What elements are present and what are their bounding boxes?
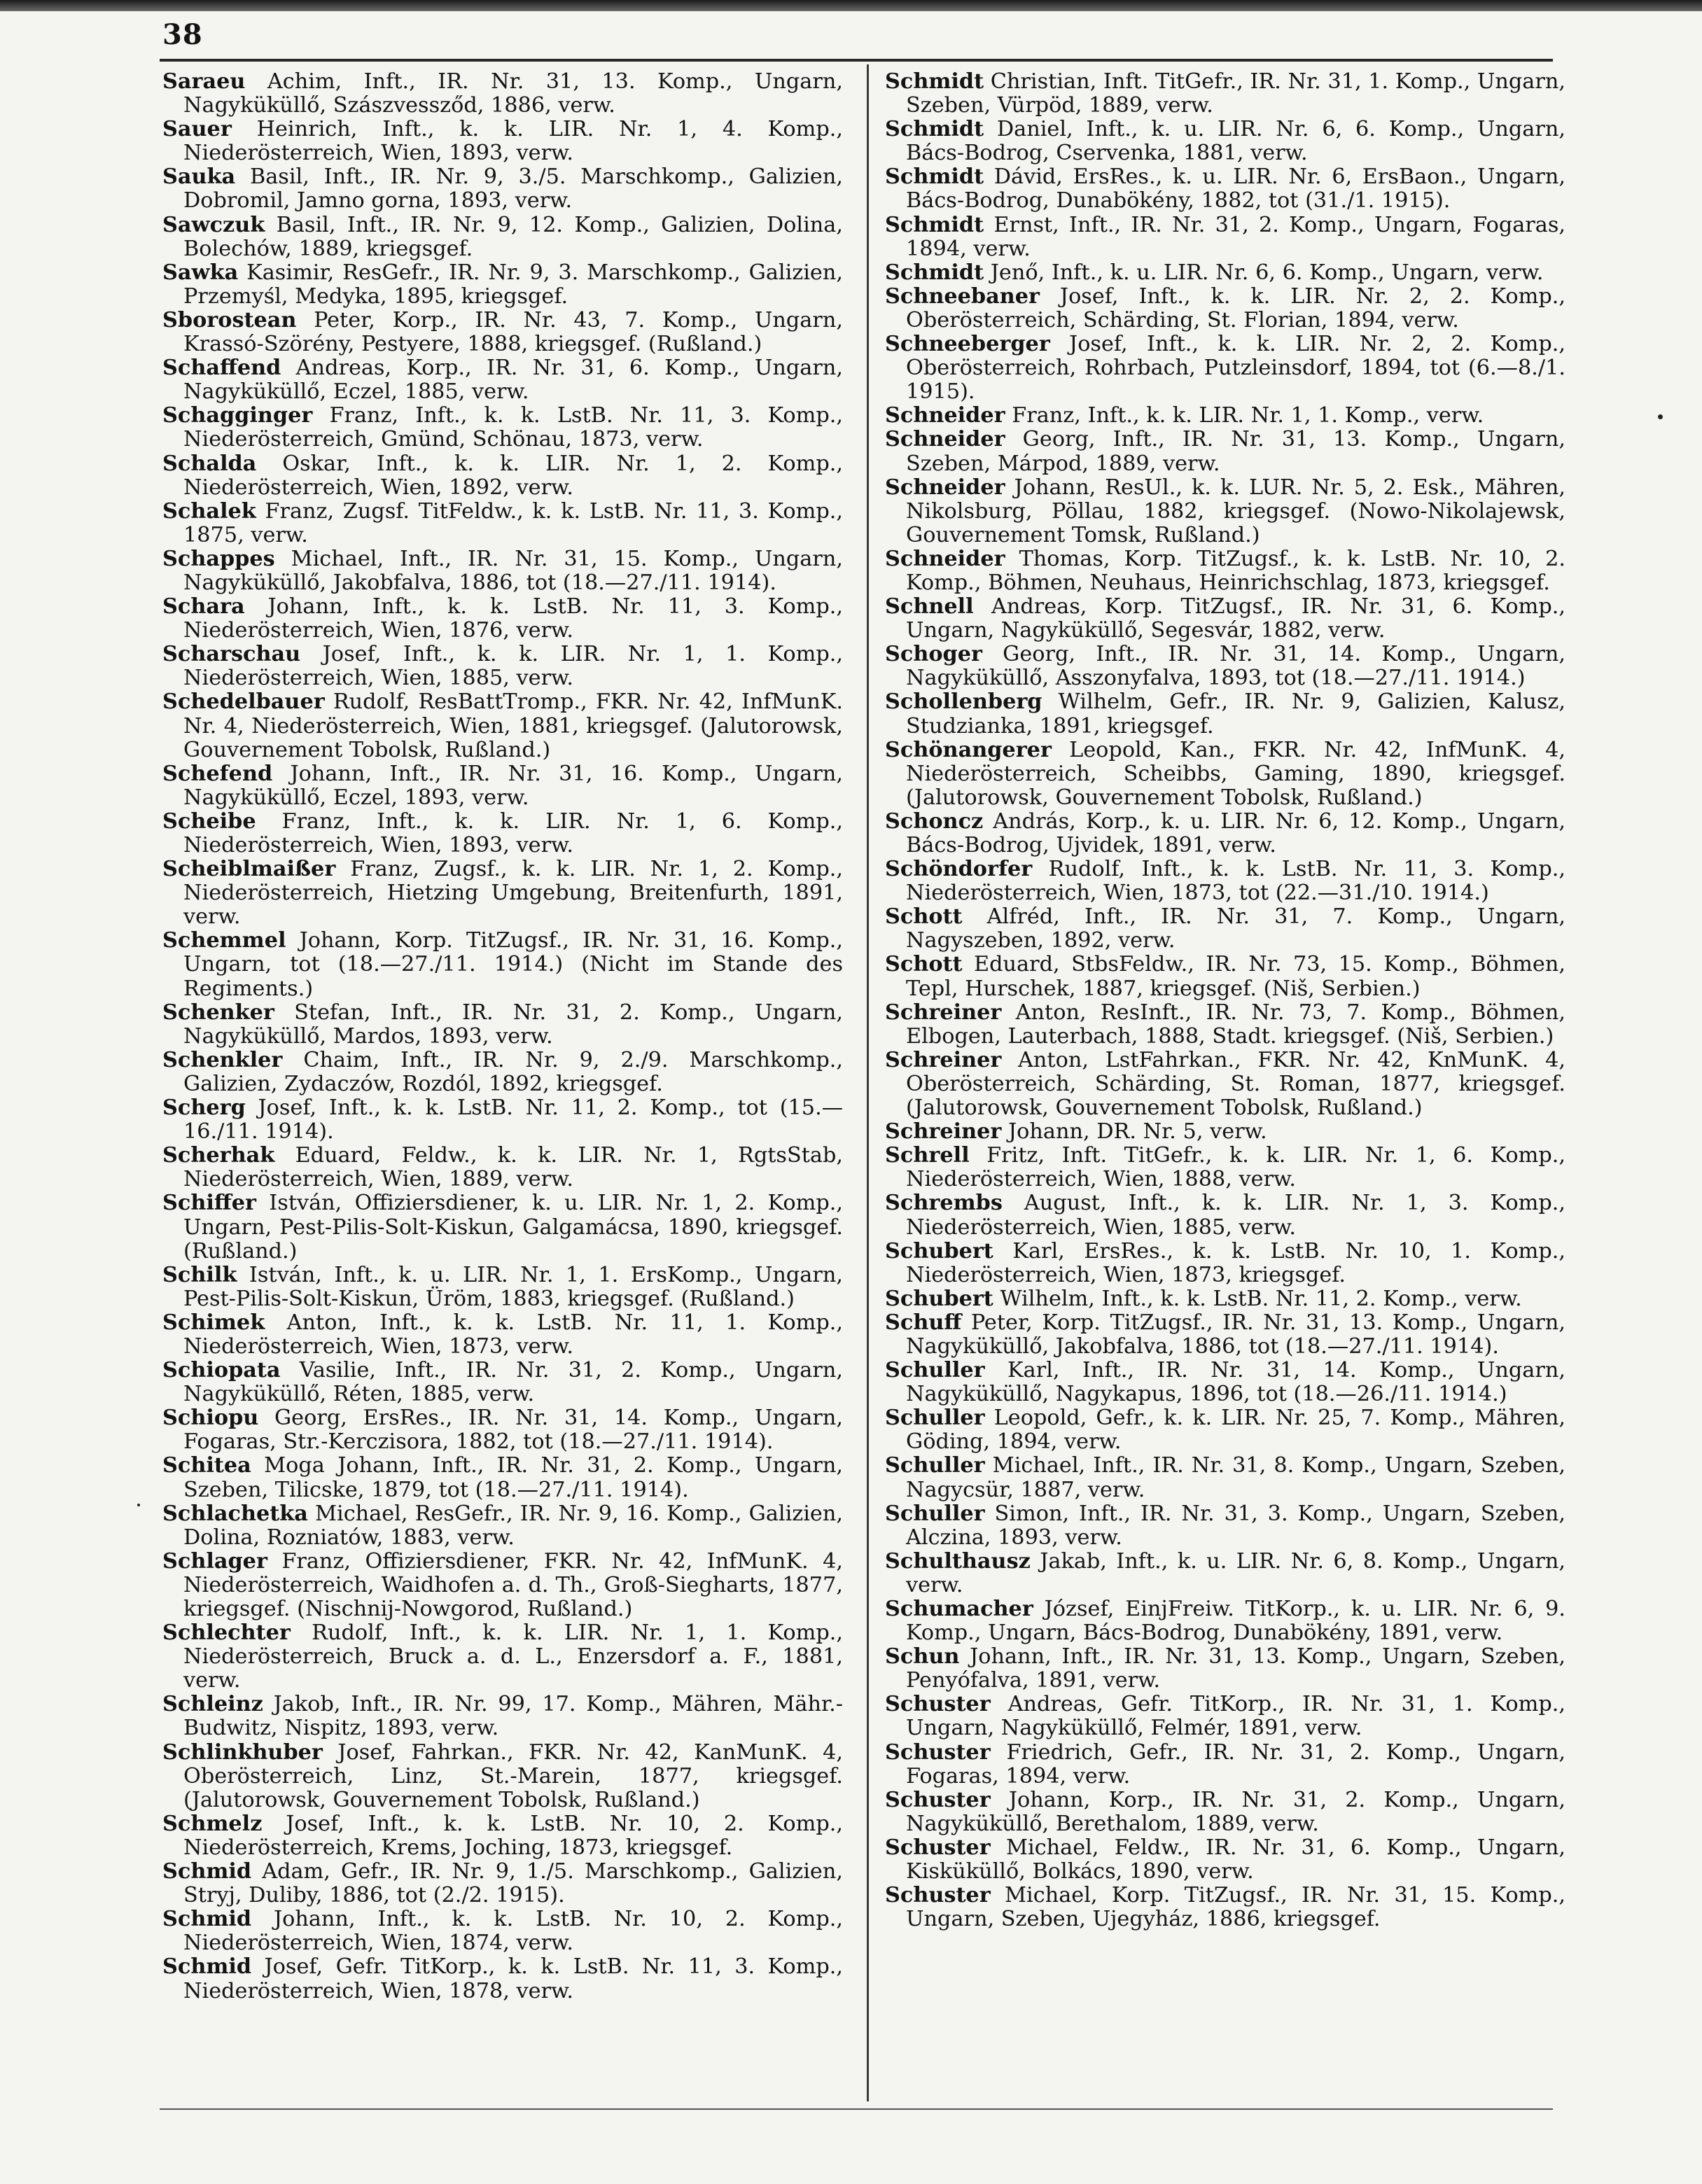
entry-details: Dávid, ErsRes., k. u. LIR. Nr. 6, ErsBaon., Ungarn, Bács-Bodrog, Dunabökény, 1882, tot (31./1. 1915). (906, 164, 1565, 214)
entry-surname: Schilk (162, 1262, 237, 1287)
register-entry (885, 858, 1565, 905)
entry-surname: Schuster (885, 1787, 991, 1812)
register-entry (162, 643, 843, 690)
register-entry (162, 1812, 843, 1860)
entry-details: Thomas, Korp. TitZugsf., k. k. LstB. Nr. 10, 2. Komp., Böhmen, Neuhaus, Heinrichschlag, 1873, kriegsgef. (906, 546, 1565, 595)
entry-surname: Schneeberger (885, 332, 1050, 357)
column-divider (867, 64, 869, 2101)
entry-surname: Schubert (885, 1286, 993, 1311)
register-entry (162, 165, 843, 213)
register-entry (162, 1550, 843, 1621)
entry-surname: Schiffer (162, 1191, 256, 1216)
entry-surname: Schitea (162, 1453, 251, 1478)
entry-surname: Schreiner (885, 1047, 1002, 1072)
entry-details: Jenő, Inft., k. u. LIR. Nr. 6, 6. Komp., Ungarn, verw. (984, 260, 1544, 285)
register-entry (885, 1287, 1565, 1311)
entry-details: Jakob, Inft., IR. Nr. 99, 17. Komp., Mähren, Mähr.-Budwitz, Nispitz, 1893, verw. (183, 1692, 843, 1741)
entry-surname: Schleinz (162, 1692, 263, 1717)
entry-surname: Schuster (885, 1883, 991, 1908)
entry-details: Johann, DR. Nr. 5, verw. (1001, 1119, 1267, 1144)
register-entry (162, 1907, 843, 1955)
register-entry (885, 1144, 1565, 1191)
register-entry (885, 1120, 1565, 1144)
entry-surname: Schedelbauer (162, 690, 325, 715)
entry-surname: Schlechter (162, 1620, 291, 1646)
entry-details: Franz, Inft., k. k. LIR. Nr. 1, 1. Komp., verw. (1005, 403, 1484, 428)
entry-details: Georg, ErsRes., IR. Nr. 31, 14. Komp., Ungarn, Fogaras, Str.-Kerczisora, 1882, tot (18.—27./11. 1914). (183, 1406, 843, 1455)
entry-surname: Scheibe (162, 808, 256, 834)
register-entry (162, 452, 843, 500)
register-entry (885, 1454, 1565, 1502)
register-entry (162, 810, 843, 858)
entry-surname: Schlachetka (162, 1501, 308, 1526)
register-entry (162, 1311, 843, 1359)
register-entry (885, 547, 1565, 595)
register-entry (885, 118, 1565, 165)
register-entry (162, 1001, 843, 1049)
entry-details: Wilhelm, Gefr., IR. Nr. 9, Galizien, Kalusz, Studzianka, 1891, kriegsgef. (906, 690, 1565, 738)
entry-details: András, Korp., k. u. LIR. Nr. 6, 12. Komp., Ungarn, Bács-Bodrog, Ujvidek, 1891, verw. (906, 808, 1565, 858)
entry-details: Andreas, Gefr. TitKorp., IR. Nr. 31, 1. Komp., Ungarn, Nagyküküllő, Felmér, 1891, verw. (906, 1692, 1565, 1741)
entry-details: Josef, Inft., k. k. LstB. Nr. 10, 2. Komp., Niederösterreich, Krems, Joching, 1873, kriegsgef. (183, 1811, 843, 1860)
entry-details: Michael, Korp. TitZugsf., IR. Nr. 31, 15. Komp., Ungarn, Szeben, Ujegyház, 1886, kriegsgef. (906, 1883, 1565, 1932)
entry-surname: Schemmel (162, 928, 286, 953)
entry-surname: Scherhak (162, 1143, 275, 1168)
entry-details: Anton, ResInft., IR. Nr. 73, 7. Komp., Böhmen, Elbogen, Lauterbach, 1888, Stadt. kriegsgef. (Niš, Serbien.) (906, 1000, 1565, 1049)
entry-surname: Schun (885, 1644, 960, 1670)
register-entry (885, 214, 1565, 261)
entry-details: Johann, Korp. TitZugsf., IR. Nr. 31, 16. Komp., Ungarn, tot (18.—27./11. 1914.) (Nicht im Stande des Regiments.) (183, 928, 843, 1001)
register-entry (885, 1550, 1565, 1597)
register-entry (885, 810, 1565, 858)
entry-details: Johann, Korp., IR. Nr. 31, 2. Komp., Ungarn, Nagyküküllő, Berethalom, 1889, verw. (906, 1787, 1565, 1836)
entry-surname: Schuller (885, 1406, 985, 1431)
entry-details: Franz, Inft., k. k. LstB. Nr. 11, 3. Komp., Niederösterreich, Gmünd, Schönau, 1873, verw. (183, 403, 843, 452)
entry-details: Anton, LstFahrkan., FKR. Nr. 42, KnMunK. 4, Oberösterreich, Schärding, St. Roman, 1877, kriegsgef. (Jalutorowsk, Gouvernement Tobolsk, Rußland.) (906, 1047, 1565, 1121)
entry-surname: Schara (162, 594, 245, 620)
register-entry (162, 1621, 843, 1693)
entry-details: Franz, Inft., k. k. LIR. Nr. 1, 6. Komp., Niederösterreich, Wien, 1893, verw. (183, 808, 843, 858)
entry-surname: Schuster (885, 1740, 991, 1765)
register-entry (885, 1645, 1565, 1693)
scan-top-edge (0, 0, 1702, 11)
register-entry (162, 1264, 843, 1311)
entry-surname: Sauka (162, 164, 236, 190)
entry-details: Chaim, Inft., IR. Nr. 9, 2./9. Marschkomp., Galizien, Zydaczów, Rozdól, 1892, kriegsgef. (183, 1047, 843, 1096)
entry-details: Josef, Inft., k. k. LIR. Nr. 2, 2. Komp., Oberösterreich, Rohrbach, Putzleinsdorf, 1894, tot (6.—8./1. 1915). (906, 332, 1565, 405)
entry-surname: Schuller (885, 1453, 985, 1478)
register-entry (885, 1597, 1565, 1645)
entry-surname: Schöndorfer (885, 857, 1033, 882)
register-entry (885, 1836, 1565, 1884)
entry-details: Basil, Inft., IR. Nr. 9, 3./5. Marschkomp., Galizien, Dobromil, Jamno gorna, 1893, verw. (183, 164, 843, 214)
entry-surname: Schiopu (162, 1406, 259, 1431)
scan-speck (1658, 414, 1663, 419)
register-entry (885, 285, 1565, 332)
entry-details: Adam, Gefr., IR. Nr. 9, 1./5. Marschkomp., Galizien, Stryj, Duliby, 1886, tot (2./2. 1915). (183, 1859, 843, 1908)
register-entry (162, 1144, 843, 1191)
register-entry (162, 1096, 843, 1144)
entry-surname: Sawka (162, 260, 239, 285)
entry-surname: Schimek (162, 1310, 265, 1335)
right-column (885, 70, 1565, 1931)
entry-details: Josef, Inft., k. k. LstB. Nr. 11, 2. Komp., tot (15.—16./11. 1914). (183, 1096, 843, 1144)
entry-surname: Schappes (162, 546, 275, 571)
entry-details: Achim, Inft., IR. Nr. 31, 13. Komp., Ungarn, Nagyküküllő, Szászvessződ, 1886, verw. (183, 69, 843, 118)
entry-surname: Schmelz (162, 1811, 263, 1836)
entry-surname: Scharschau (162, 642, 301, 667)
register-entry (162, 1406, 843, 1454)
register-entry (885, 165, 1565, 213)
register-entry (162, 261, 843, 309)
register-entry (885, 1191, 1565, 1239)
register-entry (162, 1955, 843, 2003)
register-entry (885, 1406, 1565, 1454)
entry-details: Johann, Inft., IR. Nr. 31, 13. Komp., Ungarn, Szeben, Penyófalva, 1891, verw. (906, 1644, 1565, 1693)
entry-surname: Schlager (162, 1548, 267, 1574)
entry-details: Stefan, Inft., IR. Nr. 31, 2. Komp., Ungarn, Nagyküküllő, Mardos, 1893, verw. (183, 1000, 843, 1049)
register-entry (885, 1240, 1565, 1287)
entry-surname: Sborostean (162, 307, 297, 332)
entry-surname: Sawczuk (162, 212, 265, 237)
register-entry (162, 356, 843, 404)
entry-surname: Schoncz (885, 808, 984, 834)
register-entry (885, 1311, 1565, 1359)
entry-details: Johann, Inft., k. k. LstB. Nr. 11, 3. Komp., Niederösterreich, Wien, 1876, verw. (183, 594, 843, 643)
register-entry (162, 595, 843, 643)
entry-details: Josef, Inft., k. k. LIR. Nr. 2, 2. Komp., Oberösterreich, Schärding, St. Florian, 1894, verw. (906, 284, 1565, 332)
entry-details: Anton, Inft., k. k. LstB. Nr. 11, 1. Komp., Niederösterreich, Wien, 1873, verw. (183, 1310, 843, 1359)
entry-surname: Schaffend (162, 356, 281, 381)
register-entry (885, 1359, 1565, 1406)
entry-details: Vasilie, Inft., IR. Nr. 31, 2. Komp., Ungarn, Nagyküküllő, Réten, 1885, verw. (183, 1358, 843, 1407)
entry-details: Daniel, Inft., k. u. LIR. Nr. 6, 6. Komp., Ungarn, Bács-Bodrog, Cservenka, 1881, verw. (906, 117, 1565, 166)
entry-surname: Schmid (162, 1907, 252, 1932)
entry-surname: Schönangerer (885, 737, 1052, 762)
register-entry (885, 905, 1565, 953)
register-entry (162, 762, 843, 810)
entry-details: István, Offiziersdiener, k. u. LIR. Nr. 1, 2. Komp., Ungarn, Pest-Pilis-Solt-Kiskun, Galgamácsa, 1890, kriegsgef. (Rußland.) (183, 1191, 843, 1264)
entry-details: Rudolf, Inft., k. k. LIR. Nr. 1, 1. Komp., Niederösterreich, Bruck a. d. L., Enzersdorf a. F., 1881, verw. (183, 1620, 843, 1693)
entry-details: Georg, Inft., IR. Nr. 31, 13. Komp., Ungarn, Szeben, Márpod, 1889, verw. (906, 427, 1565, 476)
register-entry (162, 1860, 843, 1907)
entry-surname: Schreiner (885, 1119, 1002, 1144)
entry-details: Michael, Feldw., IR. Nr. 31, 6. Komp., Ungarn, Kisküküllő, Bolkács, 1890, verw. (906, 1835, 1565, 1884)
entry-surname: Schmidt (885, 117, 984, 142)
register-entry (885, 70, 1565, 118)
register-entry (885, 953, 1565, 1000)
entry-details: Josef, Inft., k. k. LIR. Nr. 1, 1. Komp., Niederösterreich, Wien, 1885, verw. (183, 642, 843, 691)
entry-surname: Schrembs (885, 1191, 1003, 1216)
entry-details: Eduard, StbsFeldw., IR. Nr. 73, 15. Komp., Böhmen, Tepl, Hurschek, 1887, kriegsgef. (Niš, Serbien.) (906, 952, 1565, 1001)
register-entry (885, 643, 1565, 690)
entry-surname: Scheiblmaißer (162, 857, 336, 882)
entry-surname: Schnell (885, 594, 974, 620)
entry-surname: Schreiner (885, 1000, 1002, 1025)
entry-surname: Schott (885, 904, 963, 930)
register-entry (162, 547, 843, 595)
entry-details: Christian, Inft. TitGefr., IR. Nr. 31, 1. Komp., Ungarn, Szeben, Vürpöd, 1889, verw. (906, 69, 1565, 118)
entry-surname: Schalda (162, 451, 257, 476)
entry-details: Moga Johann, Inft., IR. Nr. 31, 2. Komp., Ungarn, Szeben, Tilicske, 1879, tot (18.—27./11. 1914). (183, 1453, 843, 1502)
entry-surname: Schneider (885, 546, 1005, 571)
entry-details: Josef, Gefr. TitKorp., k. k. LstB. Nr. 11, 3. Komp., Niederösterreich, Wien, 1878, verw. (183, 1954, 843, 2003)
entry-surname: Schuller (885, 1358, 985, 1383)
register-entry (885, 1049, 1565, 1120)
register-entry (162, 929, 843, 1000)
entry-details: Wilhelm, Inft., k. k. LstB. Nr. 11, 2. Komp., verw. (993, 1286, 1522, 1311)
entry-surname: Schrell (885, 1143, 970, 1168)
left-column (162, 70, 843, 2003)
entry-surname: Schneider (885, 475, 1005, 500)
header-rule (160, 59, 1553, 62)
register-entry (885, 1884, 1565, 1931)
entry-surname: Schneider (885, 427, 1005, 452)
entry-details: István, Inft., k. u. LIR. Nr. 1, 1. ErsKomp., Ungarn, Pest-Pilis-Solt-Kiskun, Üröm, 1883, kriegsgef. (Rußland.) (183, 1262, 843, 1311)
entry-details: Alfréd, Inft., IR. Nr. 31, 7. Komp., Ungarn, Nagyszeben, 1892, verw. (906, 904, 1565, 953)
entry-details: Johann, Inft., k. k. LstB. Nr. 10, 2. Komp., Niederösterreich, Wien, 1874, verw. (183, 1907, 843, 1956)
entry-surname: Schoger (885, 642, 982, 667)
register-entry (162, 214, 843, 261)
entry-surname: Schneebaner (885, 284, 1040, 309)
entry-surname: Sauer (162, 117, 232, 142)
register-entry (162, 70, 843, 118)
entry-surname: Schagginger (162, 403, 313, 428)
register-entry (885, 1693, 1565, 1740)
entry-surname: Schuster (885, 1835, 991, 1860)
register-entry (162, 690, 843, 762)
entry-surname: Schmidt (885, 212, 984, 237)
register-entry (885, 1001, 1565, 1049)
register-entry (162, 309, 843, 356)
register-entry (162, 1454, 843, 1502)
entry-details: Peter, Korp. TitZugsf., IR. Nr. 31, 13. Komp., Ungarn, Nagyküküllő, Jakobfalva, 1886, tot (18.—27./11. 1914). (906, 1310, 1565, 1359)
entry-details: Josef, Fahrkan., FKR. Nr. 42, KanMunK. 4, Oberösterreich, Linz, St.-Marein, 1877, kriegsgef. (Jalutorowsk, Gouvernement Tobolsk, Rußland.) (183, 1740, 843, 1812)
register-entry (885, 428, 1565, 475)
entry-surname: Schmidt (885, 69, 984, 94)
register-entry (885, 261, 1565, 285)
register-entry (885, 332, 1565, 404)
entry-details: Jakab, Inft., k. u. LIR. Nr. 6, 8. Komp., Ungarn, verw. (906, 1548, 1565, 1597)
register-entry (885, 690, 1565, 738)
entry-surname: Schenker (162, 1000, 274, 1025)
entry-details: Rudolf, Inft., k. k. LstB. Nr. 11, 3. Komp., Niederösterreich, Wien, 1873, tot (22.—31./10. 1914.) (906, 857, 1565, 906)
entry-surname: Schuster (885, 1692, 991, 1717)
register-entry (885, 595, 1565, 643)
entry-surname: Saraeu (162, 69, 246, 94)
entry-details: Leopold, Gefr., k. k. LIR. Nr. 25, 7. Komp., Mähren, Göding, 1894, verw. (906, 1406, 1565, 1455)
entry-details: Karl, ErsRes., k. k. LstB. Nr. 10, 1. Komp., Niederösterreich, Wien, 1873, kriegsgef. (906, 1238, 1565, 1287)
register-entry (885, 1741, 1565, 1788)
entry-details: Rudolf, ResBattTromp., FKR. Nr. 42, InfMunK. Nr. 4, Niederösterreich, Wien, 1881, kriegsgef. (Jalutorowsk, Gouvernement Tobolsk, Rußland.) (183, 690, 843, 762)
entry-details: Oskar, Inft., k. k. LIR. Nr. 1, 2. Komp., Niederösterreich, Wien, 1892, verw. (183, 451, 843, 500)
entry-surname: Schmidt (885, 164, 984, 190)
register-entry (162, 404, 843, 451)
entry-details: Johann, ResUl., k. k. LUR. Nr. 5, 2. Esk., Mähren, Nikolsburg, Pöllau, 1882, kriegsgef. (Nowo-Nikolajewsk, Gouvernement Tomsk, Rußland.) (906, 475, 1565, 547)
entry-details: Eduard, Feldw., k. k. LIR. Nr. 1, RgtsStab, Niederösterreich, Wien, 1889, verw. (183, 1143, 843, 1192)
register-entry (162, 1359, 843, 1406)
entry-surname: Schulthausz (885, 1548, 1031, 1574)
register-entry (885, 738, 1565, 810)
entry-surname: Schiopata (162, 1358, 281, 1383)
entry-details: Simon, Inft., IR. Nr. 31, 3. Komp., Ungarn, Szeben, Alczina, 1893, verw. (906, 1501, 1565, 1550)
entry-surname: Schott (885, 952, 963, 977)
register-entry (162, 500, 843, 547)
entry-surname: Schollenberg (885, 690, 1042, 715)
register-entry (162, 858, 843, 929)
entry-surname: Schmidt (885, 260, 984, 285)
page-number: 38 (162, 18, 203, 51)
entry-details: Fritz, Inft. TitGefr., k. k. LIR. Nr. 1, 6. Komp., Niederösterreich, Wien, 1888, verw. (906, 1143, 1565, 1192)
entry-surname: Schmid (162, 1859, 252, 1884)
entry-details: Michael, ResGefr., IR. Nr. 9, 16. Komp., Galizien, Dolina, Rozniatów, 1883, verw. (183, 1501, 843, 1550)
entry-details: Kasimir, ResGefr., IR. Nr. 9, 3. Marschkomp., Galizien, Przemyśl, Medyka, 1895, kriegsgef. (183, 260, 843, 309)
entry-surname: Schumacher (885, 1597, 1033, 1621)
entry-details: Karl, Inft., IR. Nr. 31, 14. Komp., Ungarn, Nagyküküllő, Nagykapus, 1896, tot (18.—26./11. 1914.) (906, 1358, 1565, 1407)
register-entry (885, 1788, 1565, 1836)
entry-details: Ernst, Inft., IR. Nr. 31, 2. Komp., Ungarn, Fogaras, 1894, verw. (906, 212, 1565, 261)
entry-details: Georg, Inft., IR. Nr. 31, 14. Komp., Ungarn, Nagyküküllő, Asszonyfalva, 1893, tot (18.—27./11. 1914.) (906, 642, 1565, 691)
entry-details: Heinrich, Inft., k. k. LIR. Nr. 1, 4. Komp., Niederösterreich, Wien, 1893, verw. (183, 117, 843, 166)
entry-details: Michael, Inft., IR. Nr. 31, 8. Komp., Ungarn, Szeben, Nagycsür, 1887, verw. (906, 1453, 1565, 1502)
register-entry (162, 1191, 843, 1263)
entry-details: Peter, Korp., IR. Nr. 43, 7. Komp., Ungarn, Krassó-Szörény, Pestyere, 1888, kriegsgef. (Rußland.) (183, 307, 843, 357)
entry-surname: Schneider (885, 403, 1005, 428)
entry-details: Friedrich, Gefr., IR. Nr. 31, 2. Komp., Ungarn, Fogaras, 1894, verw. (906, 1740, 1565, 1788)
register-entry (162, 1502, 843, 1550)
entry-details: Michael, Inft., IR. Nr. 31, 15. Komp., Ungarn, Nagyküküllő, Jakobfalva, 1886, tot (18.—27./11. 1914). (183, 546, 843, 595)
entry-details: Franz, Offiziersdiener, FKR. Nr. 42, InfMunK. 4, Niederösterreich, Waidhofen a. d. Th., Groß-Siegharts, 1877, kriegsgef. (Nischnij-Nowgorod, Rußland.) (183, 1548, 843, 1621)
register-entry (162, 118, 843, 165)
scan-speck (137, 1504, 140, 1506)
entry-details: Leopold, Kan., FKR. Nr. 42, InfMunK. 4, Niederösterreich, Scheibbs, Gaming, 1890, kriegsgef. (Jalutorowsk, Gouvernement Tobolsk, Rußland.) (906, 737, 1565, 810)
entry-details: Franz, Zugsf., k. k. LIR. Nr. 1, 2. Komp., Niederösterreich, Hietzing Umgebung, Breitenfurth, 1891, verw. (183, 857, 843, 930)
entry-details: Andreas, Korp. TitZugsf., IR. Nr. 31, 6. Komp., Ungarn, Nagyküküllő, Segesvár, 1882, verw. (906, 594, 1565, 643)
entry-details: Basil, Inft., IR. Nr. 9, 12. Komp., Galizien, Dolina, Bolechów, 1889, kriegsgef. (183, 212, 843, 261)
entry-details: József, EinjFreiw. TitKorp., k. u. LIR. Nr. 6, 9. Komp., Ungarn, Bács-Bodrog, Dunabökény, 1891, verw. (906, 1597, 1565, 1646)
entry-surname: Scherg (162, 1096, 246, 1121)
entry-details: Andreas, Korp., IR. Nr. 31, 6. Komp., Ungarn, Nagyküküllő, Eczel, 1885, verw. (183, 356, 843, 405)
entry-surname: Schuff (885, 1310, 962, 1335)
entry-surname: Schlinkhuber (162, 1740, 323, 1765)
entry-surname: Schefend (162, 761, 273, 786)
entry-surname: Schenkler (162, 1047, 283, 1072)
register-entry (162, 1049, 843, 1096)
entry-surname: Schuller (885, 1501, 985, 1526)
register-entry (885, 476, 1565, 547)
entry-details: Johann, Inft., IR. Nr. 31, 16. Komp., Ungarn, Nagyküküllő, Eczel, 1893, verw. (183, 761, 843, 810)
register-entry (162, 1693, 843, 1740)
entry-surname: Schmid (162, 1954, 252, 1980)
register-entry (885, 404, 1565, 428)
entry-surname: Schubert (885, 1238, 993, 1264)
entry-surname: Schalek (162, 498, 256, 524)
entry-details: August, Inft., k. k. LIR. Nr. 1, 3. Komp., Niederösterreich, Wien, 1885, verw. (906, 1191, 1565, 1240)
footer-rule (160, 2108, 1553, 2110)
entry-details: Franz, Zugsf. TitFeldw., k. k. LstB. Nr. 11, 3. Komp., 1875, verw. (183, 498, 843, 547)
register-entry (162, 1741, 843, 1812)
register-entry (885, 1502, 1565, 1550)
